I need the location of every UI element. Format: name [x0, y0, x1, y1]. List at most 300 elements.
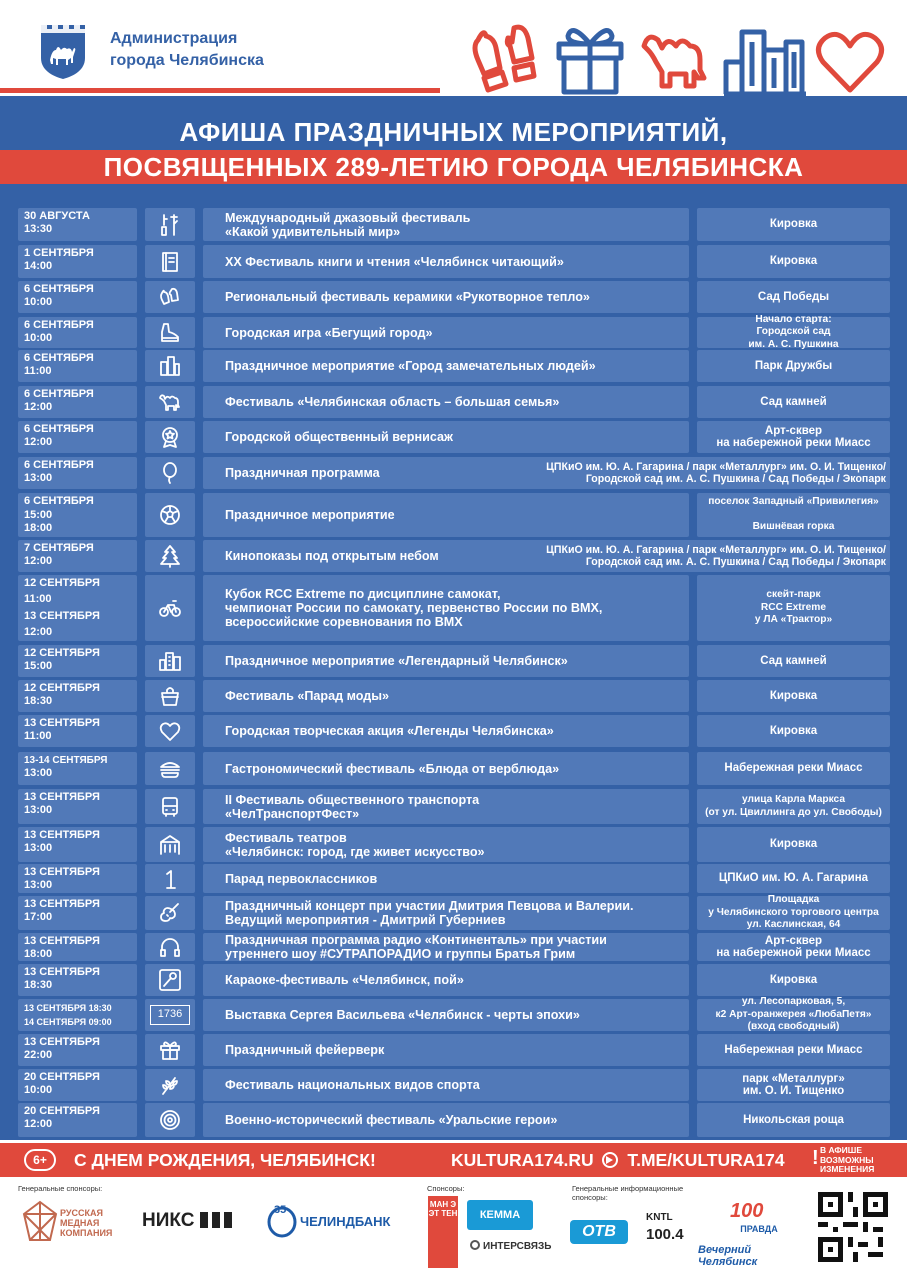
- event-title: [225, 430, 453, 444]
- event-title-cell: [203, 208, 689, 241]
- handbag-icon: [158, 684, 182, 708]
- headphones-icon: [158, 935, 182, 959]
- event-title: [225, 654, 568, 668]
- event-row: [18, 1034, 890, 1066]
- event-row: [18, 896, 890, 930]
- intersvyaz-icon: [470, 1240, 480, 1250]
- event-title: [225, 1113, 557, 1127]
- event-date-line: 7 СЕНТЯБРЯ: [24, 542, 94, 554]
- event-date-cell: [18, 208, 137, 241]
- camel-icon: [158, 390, 182, 414]
- event-title-cell: [203, 1103, 689, 1137]
- event-title-line: Военно-исторический фестиваль «Уральские герои»: [225, 1113, 558, 1127]
- event-title-cell: [203, 386, 689, 418]
- age-rating-badge: 6+: [24, 1149, 56, 1171]
- event-icon-cell: [145, 645, 195, 677]
- event-title-cell: [203, 575, 689, 641]
- event-icon-cell: [145, 386, 195, 418]
- event-title: [225, 1078, 480, 1092]
- event-date-line: 10:00: [24, 296, 53, 308]
- heart-icon: [158, 719, 182, 743]
- event-title-line: Кубок RCC Extreme по дисциплине самокат,: [225, 587, 501, 601]
- event-title: [225, 255, 564, 269]
- event-row: [18, 827, 890, 862]
- event-date-line: 30 АВГУСТА: [24, 210, 90, 222]
- event-row: [18, 1103, 890, 1137]
- event-date-cell: [18, 457, 137, 489]
- event-row: [18, 964, 890, 996]
- event-venue-line: Городской сад им. А. С. Пушкина / Сад Победы / Экопарк: [585, 556, 886, 568]
- event-row: [18, 715, 890, 747]
- event-date-line: 17:00: [24, 911, 53, 923]
- event-date-line: 11:00: [24, 730, 52, 742]
- number-one-icon: [158, 867, 182, 891]
- event-title-cell: [203, 715, 689, 747]
- event-title: [225, 508, 395, 522]
- city-coat-of-arms-icon: [38, 22, 88, 80]
- event-title-cell: [203, 317, 689, 348]
- event-row: [18, 933, 890, 961]
- event-venue: Площадка у Челябинского торгового центра ул. Каслинская, 64: [697, 896, 890, 930]
- event-icon-cell: [145, 789, 195, 824]
- event-venue: улица Карла Маркса (от ул. Цвиллинга до ул. Свободы): [697, 789, 890, 824]
- event-icon-cell: [145, 964, 195, 996]
- event-date-line: 6 СЕНТЯБРЯ: [24, 319, 94, 331]
- changes-note: В АФИШЕ ВОЗМОЖНЫ ИЗМЕНЕНИЯ: [820, 1145, 875, 1174]
- event-title-cell: [203, 752, 689, 785]
- page-title-line-1: АФИША ПРАЗДНИЧНЫХ МЕРОПРИЯТИЙ,: [179, 117, 728, 147]
- event-date-line: 15:00: [24, 508, 53, 521]
- general-sponsors-label: Генеральные спонсоры:: [18, 1184, 103, 1193]
- bus-icon: [158, 795, 182, 819]
- event-date-cell: [18, 827, 137, 862]
- event-date-cell: [18, 645, 137, 677]
- event-icon-cell: [145, 281, 195, 313]
- admin-line-2: города Челябинска: [110, 52, 264, 69]
- event-icon-cell: [145, 1103, 195, 1137]
- event-title: [225, 290, 590, 304]
- city-buildings-icon: [722, 22, 808, 103]
- event-row: [18, 457, 890, 489]
- event-date-line: 6 СЕНТЯБРЯ: [24, 423, 94, 435]
- event-icon-cell: [145, 245, 195, 278]
- burger-icon: [158, 757, 182, 781]
- saxophone-icon: [158, 213, 182, 237]
- kp-text: ПРАВДА: [740, 1224, 778, 1234]
- event-title: [225, 549, 439, 563]
- event-date-line: 18:30: [24, 979, 53, 991]
- rmk-logo: [22, 1200, 132, 1246]
- info-sponsors-label: Генеральные информационные спонсоры:: [572, 1184, 684, 1202]
- event-date-line: 13 СЕНТЯБРЯ: [24, 898, 100, 910]
- event-title-cell: [203, 1034, 689, 1066]
- event-date-line: 13:00: [24, 842, 53, 854]
- event-date-cell: [18, 933, 137, 961]
- event-title-cell: [203, 933, 689, 961]
- event-icon-cell: [145, 827, 195, 862]
- event-title-line: Праздничное мероприятие: [225, 508, 395, 522]
- event-title-line: утреннего шоу #СУТРАПОРАДИО и группы Братья Грим: [225, 947, 576, 961]
- event-venue-line: ЦПКиО им. Ю. А. Гагарина / парк «Металлург» им. О. И. Тищенко/: [546, 460, 886, 473]
- event-title-line: «Какой удивительный мир»: [225, 224, 401, 239]
- event-title-line: Праздничная программа: [225, 466, 380, 480]
- event-title-line: Парад первоклассников: [225, 871, 378, 886]
- event-row: [18, 540, 890, 572]
- event-date-line: 13 СЕНТЯБРЯ: [24, 966, 100, 978]
- event-date-line: 22:00: [24, 1049, 53, 1061]
- kp-logo: [724, 1200, 796, 1236]
- sneaker-icon: [158, 321, 182, 345]
- heart-icon: [815, 30, 885, 101]
- event-date-line: 13:00: [24, 879, 53, 891]
- event-date-line: 6 СЕНТЯБРЯ: [24, 388, 94, 400]
- otv-logo: ОТВ: [570, 1220, 628, 1244]
- bicycle-icon: [158, 596, 182, 620]
- event-row: [18, 996, 890, 1033]
- event-title-line: Праздничная программа радио «Континенталь» при участии: [225, 933, 607, 947]
- event-date-line: 13 СЕНТЯБРЯ: [24, 717, 100, 729]
- vecherny-chelyabinsk-logo: Вечерний Челябинск: [698, 1244, 758, 1268]
- kp-100-icon: 100: [730, 1200, 764, 1222]
- event-date-line: 13-14 СЕНТЯБРЯ: [24, 755, 108, 766]
- event-title: [225, 831, 485, 859]
- event-date-line: 13 СЕНТЯБРЯ: [24, 866, 100, 878]
- event-title-line: Караоке-фестиваль «Челябинск, пой»: [225, 973, 464, 987]
- event-date-line: 1 СЕНТЯБРЯ: [24, 247, 94, 259]
- event-date-cell: [18, 752, 137, 785]
- admin-line-1: Администрация: [110, 30, 238, 47]
- event-title-line: Международный джазовый фестиваль: [225, 210, 471, 225]
- event-date-cell: [18, 715, 137, 747]
- event-icon-cell: [145, 350, 195, 382]
- event-row: [18, 386, 890, 418]
- header-divider: [0, 88, 440, 93]
- event-title-cell: [203, 350, 689, 382]
- camel-icon: [640, 28, 712, 103]
- radio-100-4-logo: 100.4: [646, 1226, 684, 1243]
- event-icon-cell: [145, 575, 195, 641]
- event-venue: Арт-сквер на набережной реки Миасс: [697, 933, 890, 961]
- event-date-line: 13:00: [24, 767, 53, 779]
- event-title: [225, 326, 433, 340]
- administration-title: [110, 28, 264, 72]
- event-date-cell: [18, 864, 137, 893]
- event-title-line: Гастрономический фестиваль «Блюда от верблюда»: [225, 761, 560, 776]
- tree-icon: [158, 544, 182, 568]
- event-title-cell: [203, 245, 689, 278]
- event-date-cell: [18, 789, 137, 824]
- event-date-line: 10:00: [24, 1084, 53, 1096]
- event-venue-line: ЦПКиО им. Ю. А. Гагарина / парк «Металлург» им. О. И. Тищенко/: [546, 543, 886, 556]
- intersvyaz-text: ИНТЕРСВЯЗЬ: [483, 1241, 552, 1252]
- event-title-line: Городская игра «Бегущий город»: [225, 325, 433, 340]
- event-title-line: «Челябинск: город, где живет искусство»: [225, 844, 485, 859]
- event-date-cell: [18, 1103, 137, 1137]
- event-title-line: Праздничное мероприятие «Легендарный Челябинск»: [225, 654, 568, 668]
- site-link[interactable]: KULTURA174.RU: [451, 1150, 594, 1170]
- event-title-line: XX Фестиваль книги и чтения «Челябинск читающий»: [225, 254, 564, 269]
- event-row: [18, 645, 890, 677]
- event-title-cell: [203, 457, 890, 489]
- event-title-cell: [203, 864, 689, 893]
- event-icon-cell: [145, 540, 195, 572]
- event-venue: [546, 457, 886, 489]
- event-venue: скейт-парк RCC Extreme у ЛА «Трактор»: [697, 575, 890, 641]
- event-venue-line: Городской сад им. А. С. Пушкина / Сад Победы / Экопарк: [585, 473, 886, 485]
- event-title: [225, 973, 464, 987]
- event-icon-cell: [145, 457, 195, 489]
- niks-text: НИКС: [142, 1210, 195, 1231]
- event-venue: Сад Победы: [697, 281, 890, 313]
- event-title: [225, 872, 377, 886]
- event-title-cell: [203, 999, 689, 1031]
- telegram-link[interactable]: T.ME/KULTURA174: [627, 1150, 785, 1170]
- event-title-line: Региональный фестиваль керамики «Рукотворное тепло»: [225, 290, 590, 304]
- event-title: [225, 466, 380, 480]
- event-date-line: 11:00: [24, 365, 52, 377]
- event-date-line: 12:00: [24, 1118, 53, 1130]
- event-date-cell: [18, 540, 137, 572]
- event-title-cell: [203, 281, 689, 313]
- event-row: [18, 208, 890, 241]
- event-icon-cell: [145, 752, 195, 785]
- event-date-line: 12 СЕНТЯБРЯ: [24, 682, 100, 694]
- event-venue: Парк Дружбы: [697, 350, 890, 382]
- event-date-line: 13 СЕНТЯБРЯ: [24, 935, 100, 947]
- event-date-line: 14:00: [24, 260, 53, 272]
- event-title-line: Фестиваль театров: [225, 830, 347, 845]
- event-date-line: 13 СЕНТЯБРЯ: [24, 829, 100, 841]
- event-title-line: Ведущий мероприятия - Дмитрий Губерниев: [225, 913, 506, 927]
- event-icon-cell: [145, 999, 195, 1031]
- event-venue: Кировка: [697, 208, 890, 241]
- event-title-line: Праздничный концерт при участии Дмитрия Певцова и Валерии.: [225, 899, 634, 913]
- event-date-cell: [18, 421, 137, 453]
- mittens-icon: [158, 285, 182, 309]
- chelindbank-text: ЧЕЛИНДБАНК: [300, 1214, 391, 1229]
- event-title: [225, 899, 633, 927]
- event-row: [18, 789, 890, 824]
- warning-icon: !: [812, 1147, 819, 1169]
- event-title-line: Фестиваль национальных видов спорта: [225, 1078, 480, 1092]
- book-icon: [158, 250, 182, 274]
- target-icon: [158, 1108, 182, 1132]
- event-date-cell: [18, 999, 137, 1031]
- event-title-cell: [203, 1069, 689, 1101]
- event-title: [225, 724, 554, 738]
- telegram-icon: [602, 1152, 618, 1168]
- event-venue: Кировка: [697, 827, 890, 862]
- event-date-line: 11:00: [24, 593, 52, 606]
- event-date-cell: [18, 317, 137, 348]
- event-venue: ЦПКиО им. Ю. А. Гагарина: [697, 864, 890, 893]
- buildings-icon: [158, 354, 182, 378]
- event-title-cell: [203, 896, 689, 930]
- event-icon-cell: [145, 1034, 195, 1066]
- event-date-cell: [18, 245, 137, 278]
- event-date-cell: [18, 493, 137, 537]
- event-title-cell: [203, 680, 689, 712]
- event-venue: Набережная реки Миасс: [697, 752, 890, 785]
- event-date-line: 6 СЕНТЯБРЯ: [24, 459, 94, 471]
- event-date-line: 6 СЕНТЯБРЯ: [24, 283, 94, 295]
- theatre-icon: [158, 833, 182, 857]
- event-date-line: 12 СЕНТЯБРЯ: [24, 647, 100, 659]
- guitar-icon: [158, 901, 182, 925]
- qr-code[interactable]: [818, 1192, 888, 1262]
- event-title: [225, 1043, 384, 1057]
- microphone-icon: [158, 968, 182, 992]
- event-title-cell: [203, 827, 689, 862]
- kntl-logo: KNTL: [646, 1212, 673, 1223]
- medal-icon: [158, 425, 182, 449]
- event-icon-cell: [145, 493, 195, 537]
- event-icon-cell: [145, 317, 195, 348]
- event-row: [18, 493, 890, 537]
- gift-icon: [158, 1038, 182, 1062]
- event-icon-cell: [145, 933, 195, 961]
- event-venue: ул. Лесопарковая, 5, к2 Арт-оранжерея «ЛюбаПетя» (вход свободный): [697, 999, 890, 1031]
- ball-icon: [158, 503, 182, 527]
- event-row: [18, 421, 890, 453]
- event-date-line: 13 СЕНТЯБРЯ: [24, 609, 100, 622]
- event-row: [18, 1069, 890, 1101]
- balloon-icon: [158, 461, 182, 485]
- event-title-line: «ЧелТранспортФест»: [225, 806, 360, 821]
- event-title-cell: [203, 421, 689, 453]
- event-title-line: Городской общественный вернисаж: [225, 430, 453, 444]
- niks-mark-icon: [200, 1212, 232, 1228]
- event-venue: Арт-сквер на набережной реки Миасс: [697, 421, 890, 453]
- event-title: [225, 793, 479, 821]
- event-row: [18, 245, 890, 278]
- event-date-cell: [18, 281, 137, 313]
- event-date-cell: [18, 386, 137, 418]
- birthday-greeting: С ДНЕМ РОЖДЕНИЯ, ЧЕЛЯБИНСК!: [74, 1150, 376, 1170]
- event-icon-cell: [145, 421, 195, 453]
- sponsors-label: Спонсоры:: [427, 1184, 465, 1193]
- event-date-cell: [18, 964, 137, 996]
- event-date-line: 6 СЕНТЯБРЯ: [24, 495, 94, 507]
- mittens-icon: [470, 20, 542, 103]
- event-date-line: 15:00: [24, 660, 53, 672]
- event-venue: поселок Западный «Привилегия» Вишнёвая горка: [697, 493, 890, 537]
- event-row: [18, 350, 890, 382]
- event-date-line: 13:30: [24, 223, 53, 235]
- contact-links: [451, 1143, 785, 1177]
- event-venue: парк «Металлург» им. О. И. Тищенко: [697, 1069, 890, 1101]
- event-date-line: 10:00: [24, 332, 53, 344]
- event-date-line: 12:00: [24, 555, 53, 567]
- event-title-line: Праздничный фейерверк: [225, 1043, 385, 1057]
- event-venue: [546, 540, 886, 572]
- event-venue: Сад камней: [697, 645, 890, 677]
- event-title-line: Выставка Сергея Васильева «Челябинск - черты эпохи»: [225, 1008, 580, 1022]
- event-title-line: II Фестиваль общественного транспорта: [225, 792, 480, 807]
- event-date-cell: [18, 350, 137, 382]
- event-title-line: Городская творческая акция «Легенды Челябинска»: [225, 724, 554, 738]
- event-date-line: 14 СЕНТЯБРЯ 09:00: [24, 1016, 112, 1027]
- event-row: [18, 575, 890, 641]
- event-date-cell: [18, 1069, 137, 1101]
- event-title: [225, 933, 607, 961]
- event-date-line: 12 СЕНТЯБРЯ: [24, 577, 100, 589]
- event-title: [225, 359, 596, 373]
- event-date-line: 12:00: [24, 436, 53, 448]
- event-venue: Кировка: [697, 680, 890, 712]
- event-date-line: 6 СЕНТЯБРЯ: [24, 352, 94, 364]
- kemma-logo: КЕММА: [467, 1200, 533, 1230]
- event-date-line: 20 СЕНТЯБРЯ: [24, 1105, 100, 1117]
- event-date-cell: [18, 1034, 137, 1066]
- event-date-line: 13:00: [24, 472, 53, 484]
- event-title-line: чемпионат России по самокату, первенство России по BMX,: [225, 601, 603, 615]
- svg-text:35: 35: [274, 1204, 287, 1216]
- event-title-line: Фестиваль «Парад моды»: [225, 689, 390, 703]
- event-row: [18, 313, 890, 350]
- event-icon-cell: [145, 1069, 195, 1101]
- event-icon-cell: [145, 208, 195, 241]
- event-date-cell: [18, 575, 137, 641]
- event-title-cell: [203, 964, 689, 996]
- city-icon: [158, 649, 182, 673]
- event-date-cell: [18, 896, 137, 930]
- event-row: [18, 864, 890, 893]
- event-date-line: 12:00: [24, 625, 53, 638]
- event-venue: Набережная реки Миасс: [697, 1034, 890, 1066]
- event-icon-cell: [145, 680, 195, 712]
- event-row: [18, 752, 890, 785]
- event-title: [225, 1008, 580, 1022]
- event-date-line: 13:00: [24, 804, 53, 816]
- event-icon-cell: [145, 715, 195, 747]
- event-title-cell: [203, 789, 689, 824]
- event-date-line: 18:00: [24, 522, 53, 534]
- event-venue: Никольская роща: [697, 1103, 890, 1137]
- event-row: [18, 281, 890, 313]
- niks-logo: [142, 1210, 232, 1232]
- manzheten-logo: МАН ЭЭТ ТЕН: [428, 1196, 458, 1268]
- event-title-line: Праздничное мероприятие «Город замечательных людей»: [225, 359, 596, 373]
- event-date-line: 12:00: [24, 401, 53, 413]
- event-venue: Кировка: [697, 715, 890, 747]
- event-title: [225, 689, 389, 703]
- event-venue: Кировка: [697, 245, 890, 278]
- event-date-line: 13 СЕНТЯБРЯ: [24, 791, 100, 803]
- event-title-cell: [203, 645, 689, 677]
- event-title: [225, 211, 470, 239]
- event-title-line: всероссийские соревнования по BMX: [225, 615, 463, 629]
- event-title: [225, 395, 559, 409]
- event-date-line: 13 СЕНТЯБРЯ: [24, 1036, 100, 1048]
- event-date-line: 13 СЕНТЯБРЯ 18:30: [24, 1002, 112, 1013]
- intersvyaz-logo: [470, 1240, 551, 1252]
- event-title-cell: [203, 540, 890, 572]
- event-date-line: 18:00: [24, 948, 53, 960]
- rmk-text: РУССКАЯ МЕДНАЯ КОМПАНИЯ: [60, 1208, 113, 1238]
- event-title-line: Фестиваль «Челябинская область – большая семья»: [225, 395, 560, 409]
- page-title-line-2: ПОСВЯЩЕННЫХ 289-ЛЕТИЮ ГОРОДА ЧЕЛЯБИНСКА: [103, 152, 804, 182]
- event-row: [18, 680, 890, 712]
- event-venue: Кировка: [697, 964, 890, 996]
- event-icon-cell: [145, 896, 195, 930]
- event-title-cell: [203, 493, 689, 537]
- event-date-line: 20 СЕНТЯБРЯ: [24, 1071, 100, 1083]
- event-date-cell: [18, 680, 137, 712]
- event-venue: Сад камней: [697, 386, 890, 418]
- year-1736-icon: 1736: [150, 1005, 190, 1025]
- event-icon-cell: [145, 864, 195, 893]
